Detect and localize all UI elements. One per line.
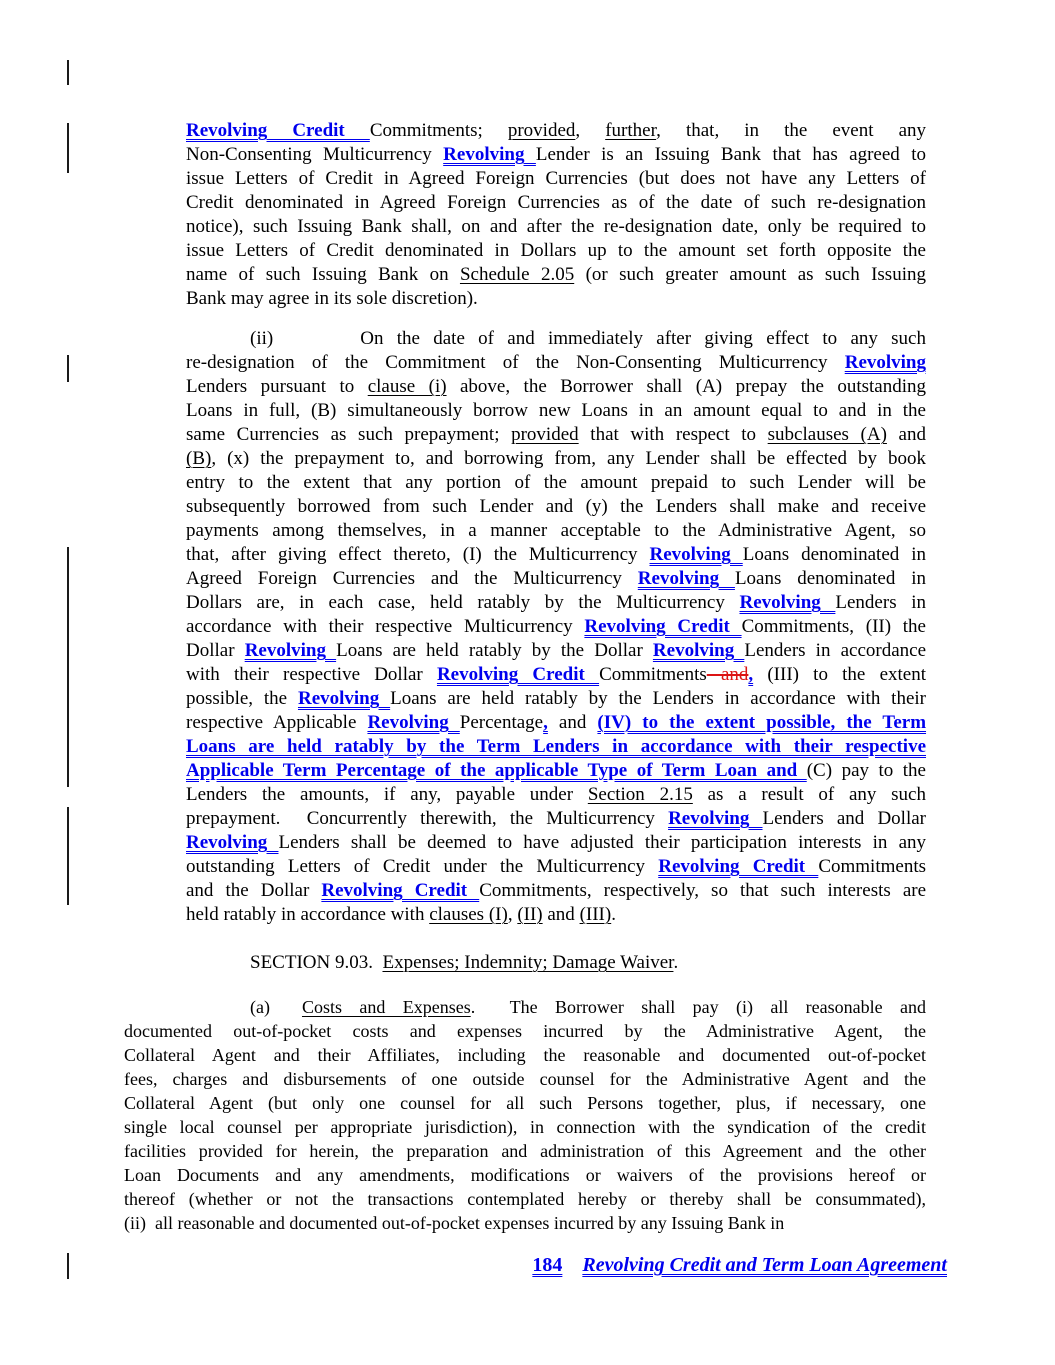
- paragraph-ii-prepay-borrow: [186, 327, 926, 927]
- text-line: [124, 1067, 926, 1091]
- text-line: [124, 1115, 926, 1139]
- inserted-text: Revolving: [649, 544, 743, 565]
- inserted-text: Loans are held ratably by the Term Lenders in accordance with their respective: [186, 736, 926, 757]
- text: ,: [575, 120, 606, 141]
- underlined-text: clauses (I): [429, 904, 508, 925]
- text: subsequently borrowed from such Lender and (y) the Lenders shall make and receive: [186, 496, 926, 517]
- text: (III) to the extent: [753, 664, 926, 685]
- inserted-text: Revolving: [367, 712, 460, 733]
- text: and: [886, 424, 926, 445]
- deleted-text: and: [706, 664, 749, 685]
- text: .: [611, 904, 616, 925]
- text: payments among themselves, in a manner acceptable to the Administrative Agent, so: [186, 520, 926, 541]
- text: Loans are held ratably by the Lenders in accordance with their: [390, 688, 926, 709]
- text: Lender is an Issuing Bank that has agreed to: [535, 144, 926, 165]
- text-line: [124, 1163, 926, 1187]
- underlined-text: Costs and Expenses: [301, 997, 471, 1017]
- text: (ii) all reasonable and documented out-of-pocket expenses incurred by any Issuing Bank in: [124, 1213, 785, 1233]
- text: (or such greater amount as such Issuing: [574, 264, 926, 285]
- text-line: [186, 759, 926, 783]
- text: and the Dollar: [186, 880, 322, 901]
- text: that with respect to: [578, 424, 768, 445]
- text: Dollar: [186, 640, 245, 661]
- text: (ii): [250, 328, 274, 349]
- text: Lenders pursuant to: [186, 376, 368, 397]
- text-line: [186, 639, 926, 663]
- underlined-text: (II): [517, 904, 543, 925]
- text-line: [186, 263, 926, 287]
- text: same Currencies as such prepayment;: [186, 424, 512, 445]
- text: Collateral Agent and their Affiliates, including the reasonable and documented out-of-pocket: [124, 1045, 926, 1065]
- text-line: [124, 1043, 926, 1067]
- inserted-text: Applicable Term Percentage of the applicable Type of Term Loan and: [186, 760, 807, 781]
- text: possible, the: [186, 688, 298, 709]
- text: Commitments;: [369, 120, 508, 141]
- text-line: [186, 591, 926, 615]
- text: Bank may agree in its sole discretion).: [186, 288, 478, 309]
- text-line: [186, 375, 926, 399]
- text-line: [186, 191, 926, 215]
- text: Commitments: [818, 856, 926, 877]
- page-footer: [532, 1253, 947, 1277]
- inserted-text: Revolving: [186, 832, 279, 853]
- inserted-text: ,: [748, 664, 754, 685]
- text-line: [124, 1019, 926, 1043]
- text: issue Letters of Credit in Agreed Foreign Currencies (but does not have any Letters of: [186, 168, 926, 189]
- inserted-text: Revolving: [443, 144, 536, 165]
- text: Loans are held ratably by the Dollar: [336, 640, 653, 661]
- underlined-text: Schedule 2.05: [459, 264, 575, 285]
- text-line: [186, 903, 926, 927]
- text: outstanding Letters of Credit under the Multicurrency: [186, 856, 659, 877]
- change-bar: [67, 807, 69, 905]
- underlined-text: subclauses (A): [767, 424, 887, 445]
- tab-spacer: [270, 1012, 302, 1013]
- text-line: [186, 399, 926, 423]
- text: .: [673, 952, 679, 973]
- text-line: [124, 1187, 926, 1211]
- text: Commitments, (II) the: [741, 616, 926, 637]
- text: Lenders in: [835, 592, 926, 613]
- text: . The Borrower shall pay (i) all reasonable and: [470, 997, 926, 1017]
- text: that, after giving effect thereto, (I) the Multicurrency: [186, 544, 650, 565]
- text-line: [186, 423, 926, 447]
- inserted-text: Revolving Credit: [584, 616, 742, 637]
- tab-spacer: [273, 343, 360, 344]
- text: fees, charges and disbursements of one outside counsel for the Administrative Agent and the: [124, 1069, 926, 1089]
- text: On the date of and immediately after giving effect to any such: [360, 328, 926, 349]
- text: Commitments: [599, 664, 707, 685]
- inserted-text: Revolving: [668, 808, 763, 829]
- text: above, the Borrower shall (A) prepay the outstanding: [446, 376, 927, 397]
- text-line: [186, 855, 926, 879]
- text: re-designation of the Commitment of the Non-Consenting Multicurrency: [186, 352, 845, 373]
- text: Loan Documents and any amendments, modifications or waivers of the provisions hereof or: [124, 1165, 926, 1185]
- underlined-text: (B): [186, 448, 212, 469]
- text-line: [186, 735, 926, 759]
- text-line: [186, 143, 926, 167]
- text-line: [186, 831, 926, 855]
- inserted-text: Revolving: [297, 688, 391, 709]
- inserted-text: Revolving: [844, 352, 926, 373]
- change-bar: [67, 123, 69, 173]
- text: Percentage: [459, 712, 544, 733]
- inserted-text: Revolving: [637, 568, 735, 589]
- text: Non-Consenting Multicurrency: [186, 144, 444, 165]
- text-line: [186, 543, 926, 567]
- text-line: [124, 1091, 926, 1115]
- text: prepayment. Concurrently therewith, the Multicurrency: [186, 808, 669, 829]
- text: and: [547, 712, 598, 733]
- text: Commitments, respectively, so that such interests are: [479, 880, 927, 901]
- text-line: [124, 1211, 926, 1235]
- text: Agreed Foreign Currencies and the Multicurrency: [186, 568, 638, 589]
- underlined-text: provided: [507, 120, 576, 141]
- section-9-03-heading: [250, 951, 930, 975]
- text-line: [186, 351, 926, 375]
- underlined-text: clause (i): [367, 376, 447, 397]
- text: facilities provided for herein, the preparation and administration of this Agreement and the other: [124, 1141, 926, 1161]
- text: notice), such Issuing Bank shall, on and after the re-designation date, only be required to: [186, 216, 926, 237]
- text-line: [186, 519, 926, 543]
- text: ,: [507, 904, 518, 925]
- text: respective Applicable: [186, 712, 368, 733]
- text-line: [124, 1139, 926, 1163]
- text: with their respective Dollar: [186, 664, 437, 685]
- text: Lenders shall be deemed to have adjusted their participation interests in any: [278, 832, 927, 853]
- underlined-text: provided: [511, 424, 579, 445]
- text-line: [250, 951, 930, 975]
- text: accordance with their respective Multicurrency: [186, 616, 585, 637]
- inserted-text: (IV) to the extent possible, the Term: [597, 712, 927, 733]
- text-line: [186, 567, 926, 591]
- change-bar: [67, 1253, 69, 1279]
- text-line: [186, 879, 926, 903]
- text: issue Letters of Credit denominated in Dollars up to the amount set forth opposite the: [186, 240, 926, 261]
- text: name of such Issuing Bank on: [186, 264, 460, 285]
- text-line: [186, 327, 926, 351]
- text: , that, in the event any: [656, 120, 927, 141]
- text: held ratably in accordance with: [186, 904, 430, 925]
- text-line: [186, 711, 926, 735]
- text: Lenders the amounts, if any, payable under: [186, 784, 588, 805]
- text: thereof (whether or not the transactions contemplated hereby or thereby shall be consummated),: [124, 1189, 926, 1209]
- text: Loans in full, (B) simultaneously borrow new Loans in an amount equal to and in the: [186, 400, 926, 421]
- text: Lenders and Dollar: [762, 808, 927, 829]
- text: Loans denominated in: [734, 568, 926, 589]
- text-line: [186, 615, 926, 639]
- inserted-text: Revolving: [244, 640, 337, 661]
- text: Credit denominated in Agreed Foreign Currencies as of the date of such re-designation: [186, 192, 926, 213]
- paragraph-issuing-bank-redesignation: [186, 119, 926, 311]
- inserted-text: Revolving Credit: [436, 664, 600, 685]
- text-line: [186, 119, 926, 143]
- text: entry to the extent that any portion of the amount prepaid to such Lender will be: [186, 472, 926, 493]
- inserted-text: Revolving Credit: [321, 880, 480, 901]
- tab-spacer: [124, 1012, 250, 1013]
- text: Loans denominated in: [742, 544, 926, 565]
- text: (a): [250, 997, 270, 1017]
- text-line: [186, 807, 926, 831]
- text-line: [186, 287, 926, 311]
- page-number: 184: [532, 1254, 563, 1276]
- inserted-text: Revolving Credit: [658, 856, 819, 877]
- text: documented out-of-pocket costs and expenses incurred by the Administrative Agent, the: [124, 1021, 926, 1041]
- text-line: [186, 447, 926, 471]
- text: single local counsel per appropriate jurisdiction), in connection with the syndication of the credit: [124, 1117, 926, 1137]
- text: Lenders in accordance: [744, 640, 927, 661]
- underlined-text: further: [605, 120, 657, 141]
- text: Collateral Agent (but only one counsel for all such Persons together, plus, if necessary, one: [124, 1093, 926, 1113]
- text: as a result of any such: [692, 784, 926, 805]
- inserted-text: Revolving: [652, 640, 745, 661]
- text-line: [186, 215, 926, 239]
- underlined-text: Expenses; Indemnity; Damage Waiver: [382, 952, 674, 973]
- text: and: [542, 904, 580, 925]
- text-line: [186, 663, 926, 687]
- text-line: [186, 495, 926, 519]
- text-line: [186, 167, 926, 191]
- paragraph-a-costs-and-expenses: [124, 995, 926, 1235]
- inserted-text: ,: [543, 712, 548, 733]
- text: , (x) the prepayment to, and borrowing from, any Lender shall be effected by book: [211, 448, 926, 469]
- text-line: [124, 995, 926, 1019]
- tab-spacer: [186, 343, 250, 344]
- underlined-text: (III): [579, 904, 612, 925]
- change-bar: [67, 547, 69, 787]
- change-bar: [67, 355, 69, 382]
- text-line: [186, 687, 926, 711]
- text: Dollars are, in each case, held ratably by the Multicurrency: [186, 592, 740, 613]
- text: SECTION 9.03.: [250, 952, 383, 973]
- inserted-text: Revolving Credit: [186, 120, 370, 141]
- text: (C) pay to the: [806, 760, 926, 781]
- text-line: [186, 783, 926, 807]
- footer-document-title: Revolving Credit and Term Loan Agreement: [582, 1254, 947, 1276]
- text-line: [186, 239, 926, 263]
- inserted-text: Revolving: [739, 592, 836, 613]
- underlined-text: Section 2.15: [587, 784, 693, 805]
- change-bar: [67, 60, 69, 85]
- text-line: [186, 471, 926, 495]
